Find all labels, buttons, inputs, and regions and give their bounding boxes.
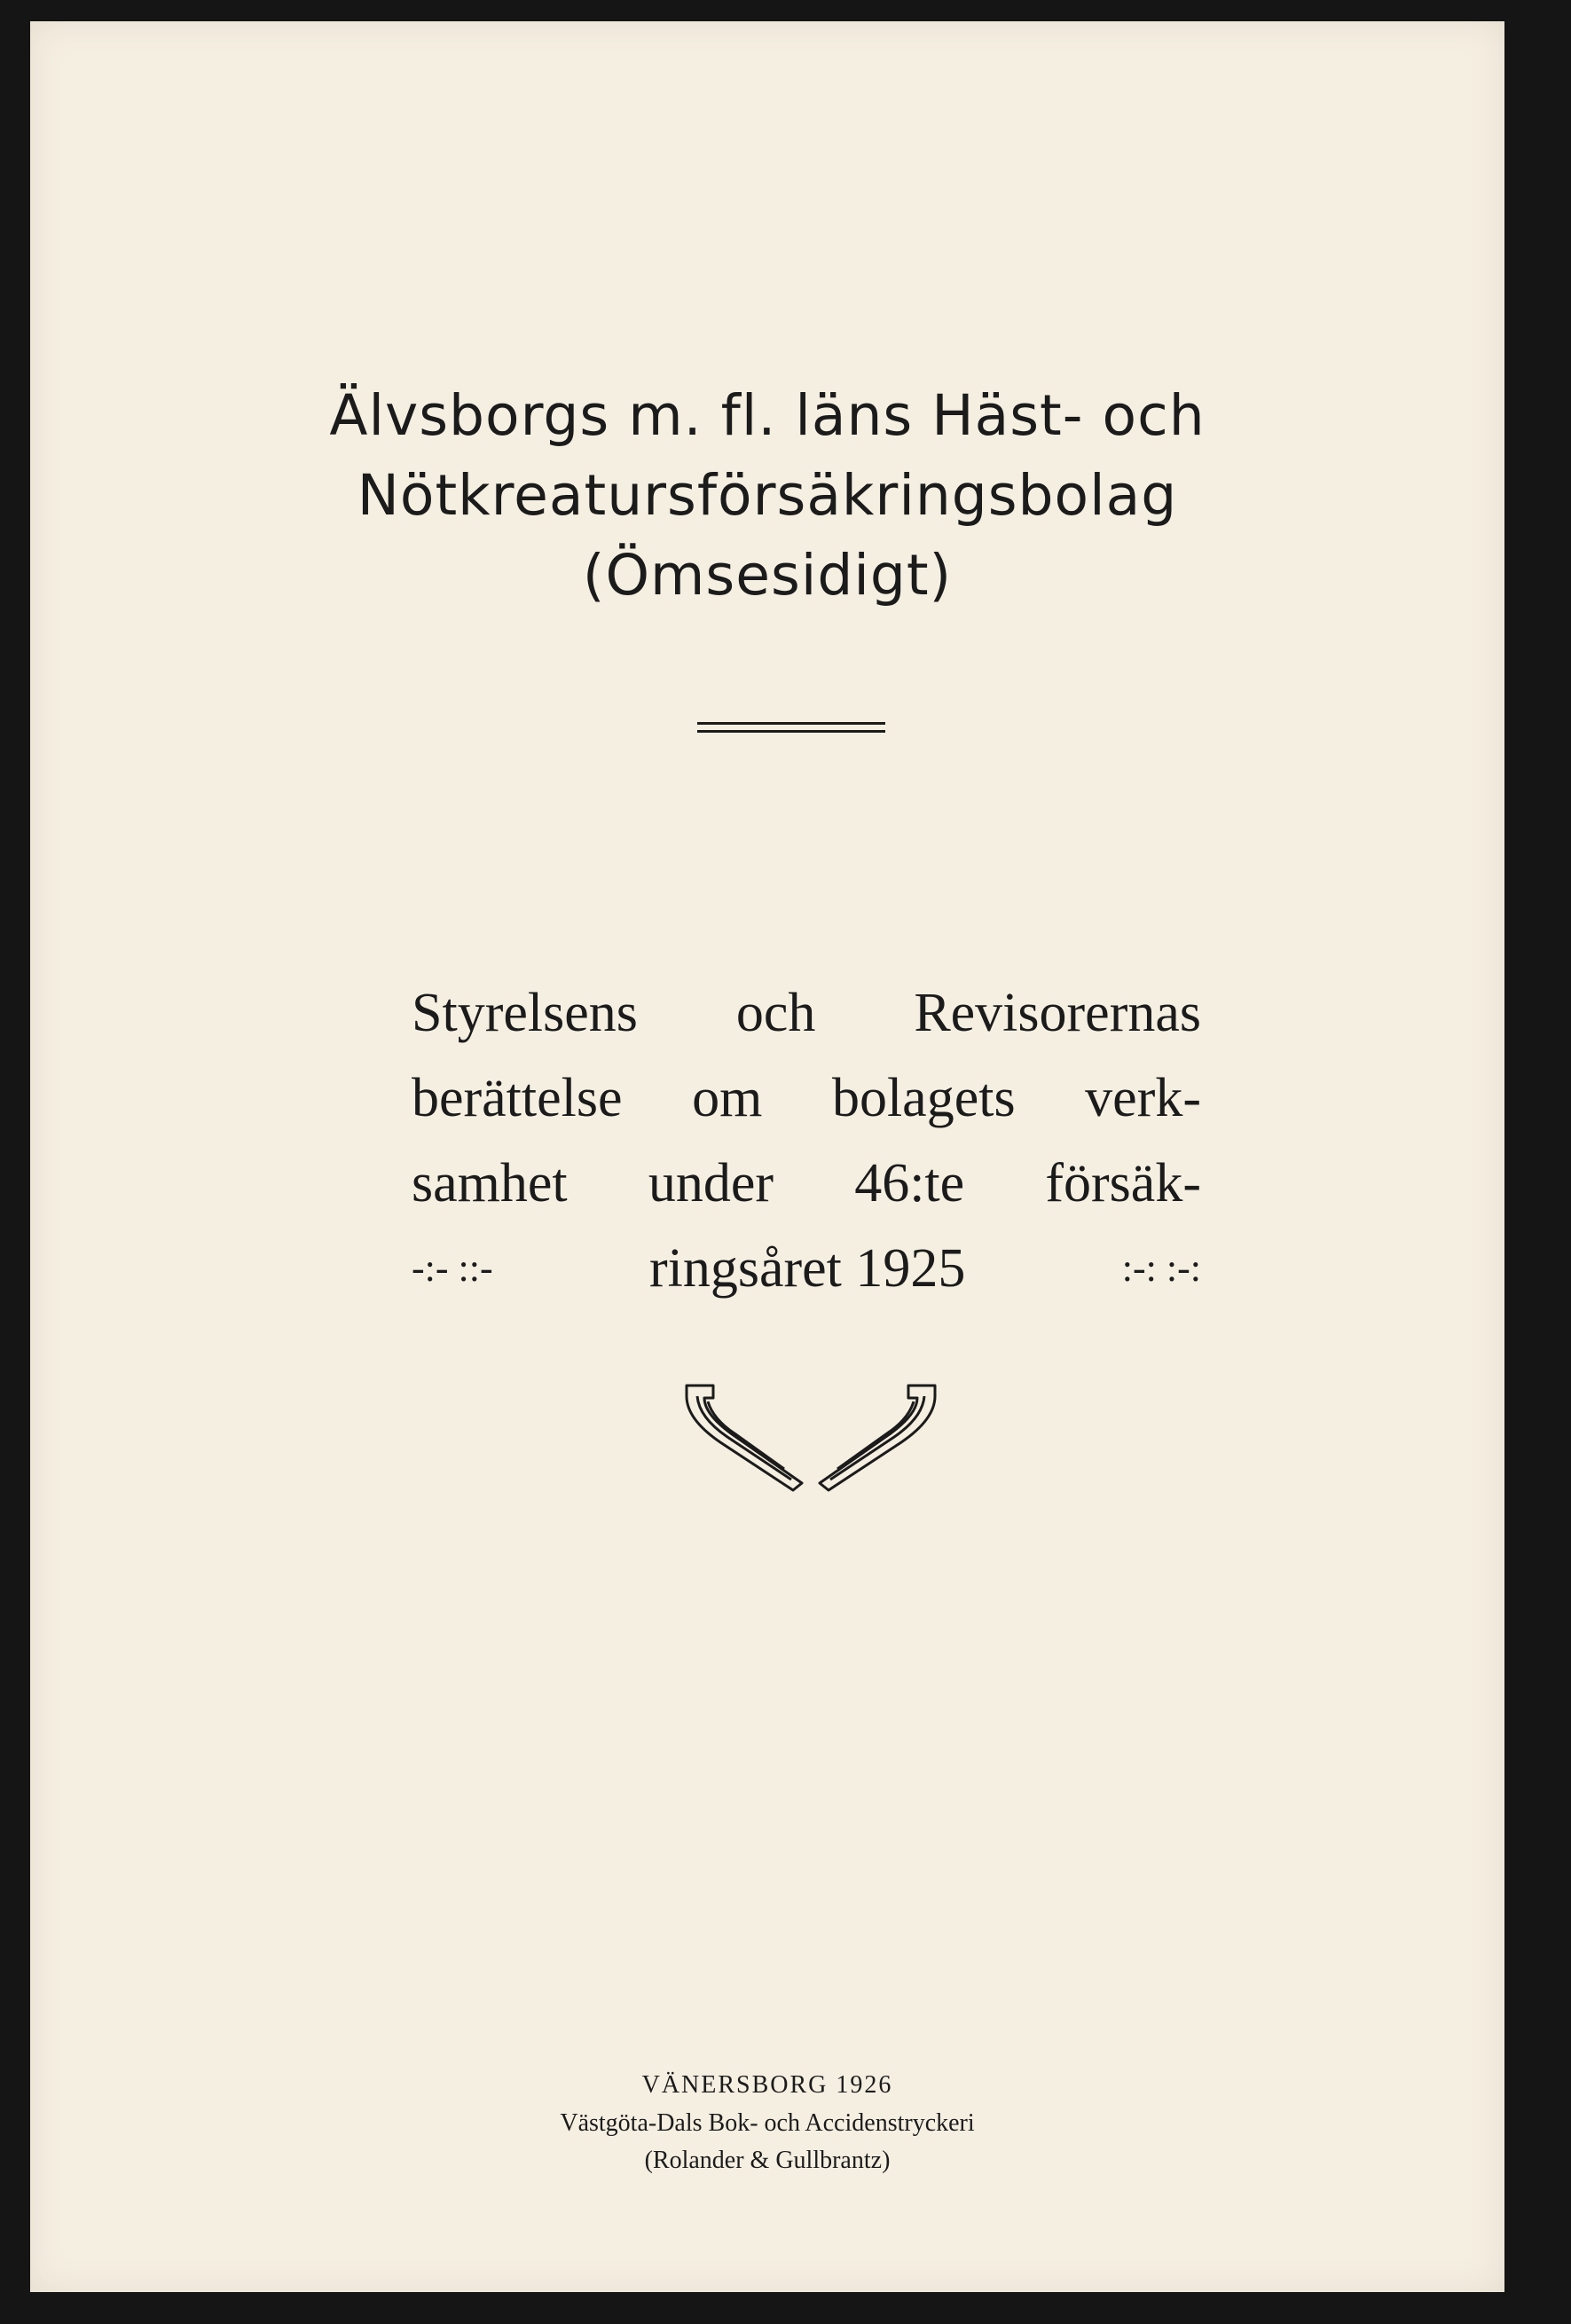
title-line-2: Nötkreatursförsäkringsbolag (357, 463, 1178, 528)
report-subtitle (412, 970, 1201, 1311)
imprint (30, 2066, 1504, 2179)
decorative-emblem-icon (678, 1378, 944, 1494)
document-page (30, 21, 1504, 2292)
subtitle-word: 46:te (854, 1153, 965, 1213)
title-line-1: Älvsborgs m. fl. läns Häst- och (329, 383, 1206, 448)
subtitle-line-3 (412, 1141, 1201, 1226)
subtitle-word: Styrelsens (412, 983, 638, 1043)
double-rule-divider (697, 722, 885, 733)
subtitle-line-4 (412, 1226, 1201, 1311)
subtitle-line-1 (412, 970, 1201, 1056)
subtitle-word: Revisorernas (914, 983, 1201, 1043)
subtitle-word: och (735, 983, 816, 1043)
subtitle-word: om (692, 1068, 763, 1128)
subtitle-word: under (648, 1153, 774, 1213)
ornament-right: :-: :-: (1121, 1246, 1201, 1290)
subtitle-word: försäk- (1045, 1153, 1201, 1213)
subtitle-word: verk- (1085, 1068, 1201, 1128)
ornament-left: -:- ::- (412, 1246, 493, 1290)
company-title (30, 376, 1504, 616)
imprint-printer-owners: (Rolander & Gullbrantz) (644, 2147, 891, 2174)
subtitle-line-2 (412, 1056, 1201, 1141)
imprint-city-year: VÄNERSBORG 1926 (641, 2071, 893, 2099)
subtitle-word: bolagets (831, 1068, 1016, 1128)
imprint-printer: Västgöta-Dals Bok- och Accidenstryckeri (560, 2109, 975, 2137)
title-line-3: (Ömsesidigt) (582, 543, 953, 608)
subtitle-word: berättelse (412, 1068, 623, 1128)
subtitle-word: samhet (412, 1153, 568, 1213)
subtitle-year-text: ringsåret 1925 (649, 1238, 966, 1299)
